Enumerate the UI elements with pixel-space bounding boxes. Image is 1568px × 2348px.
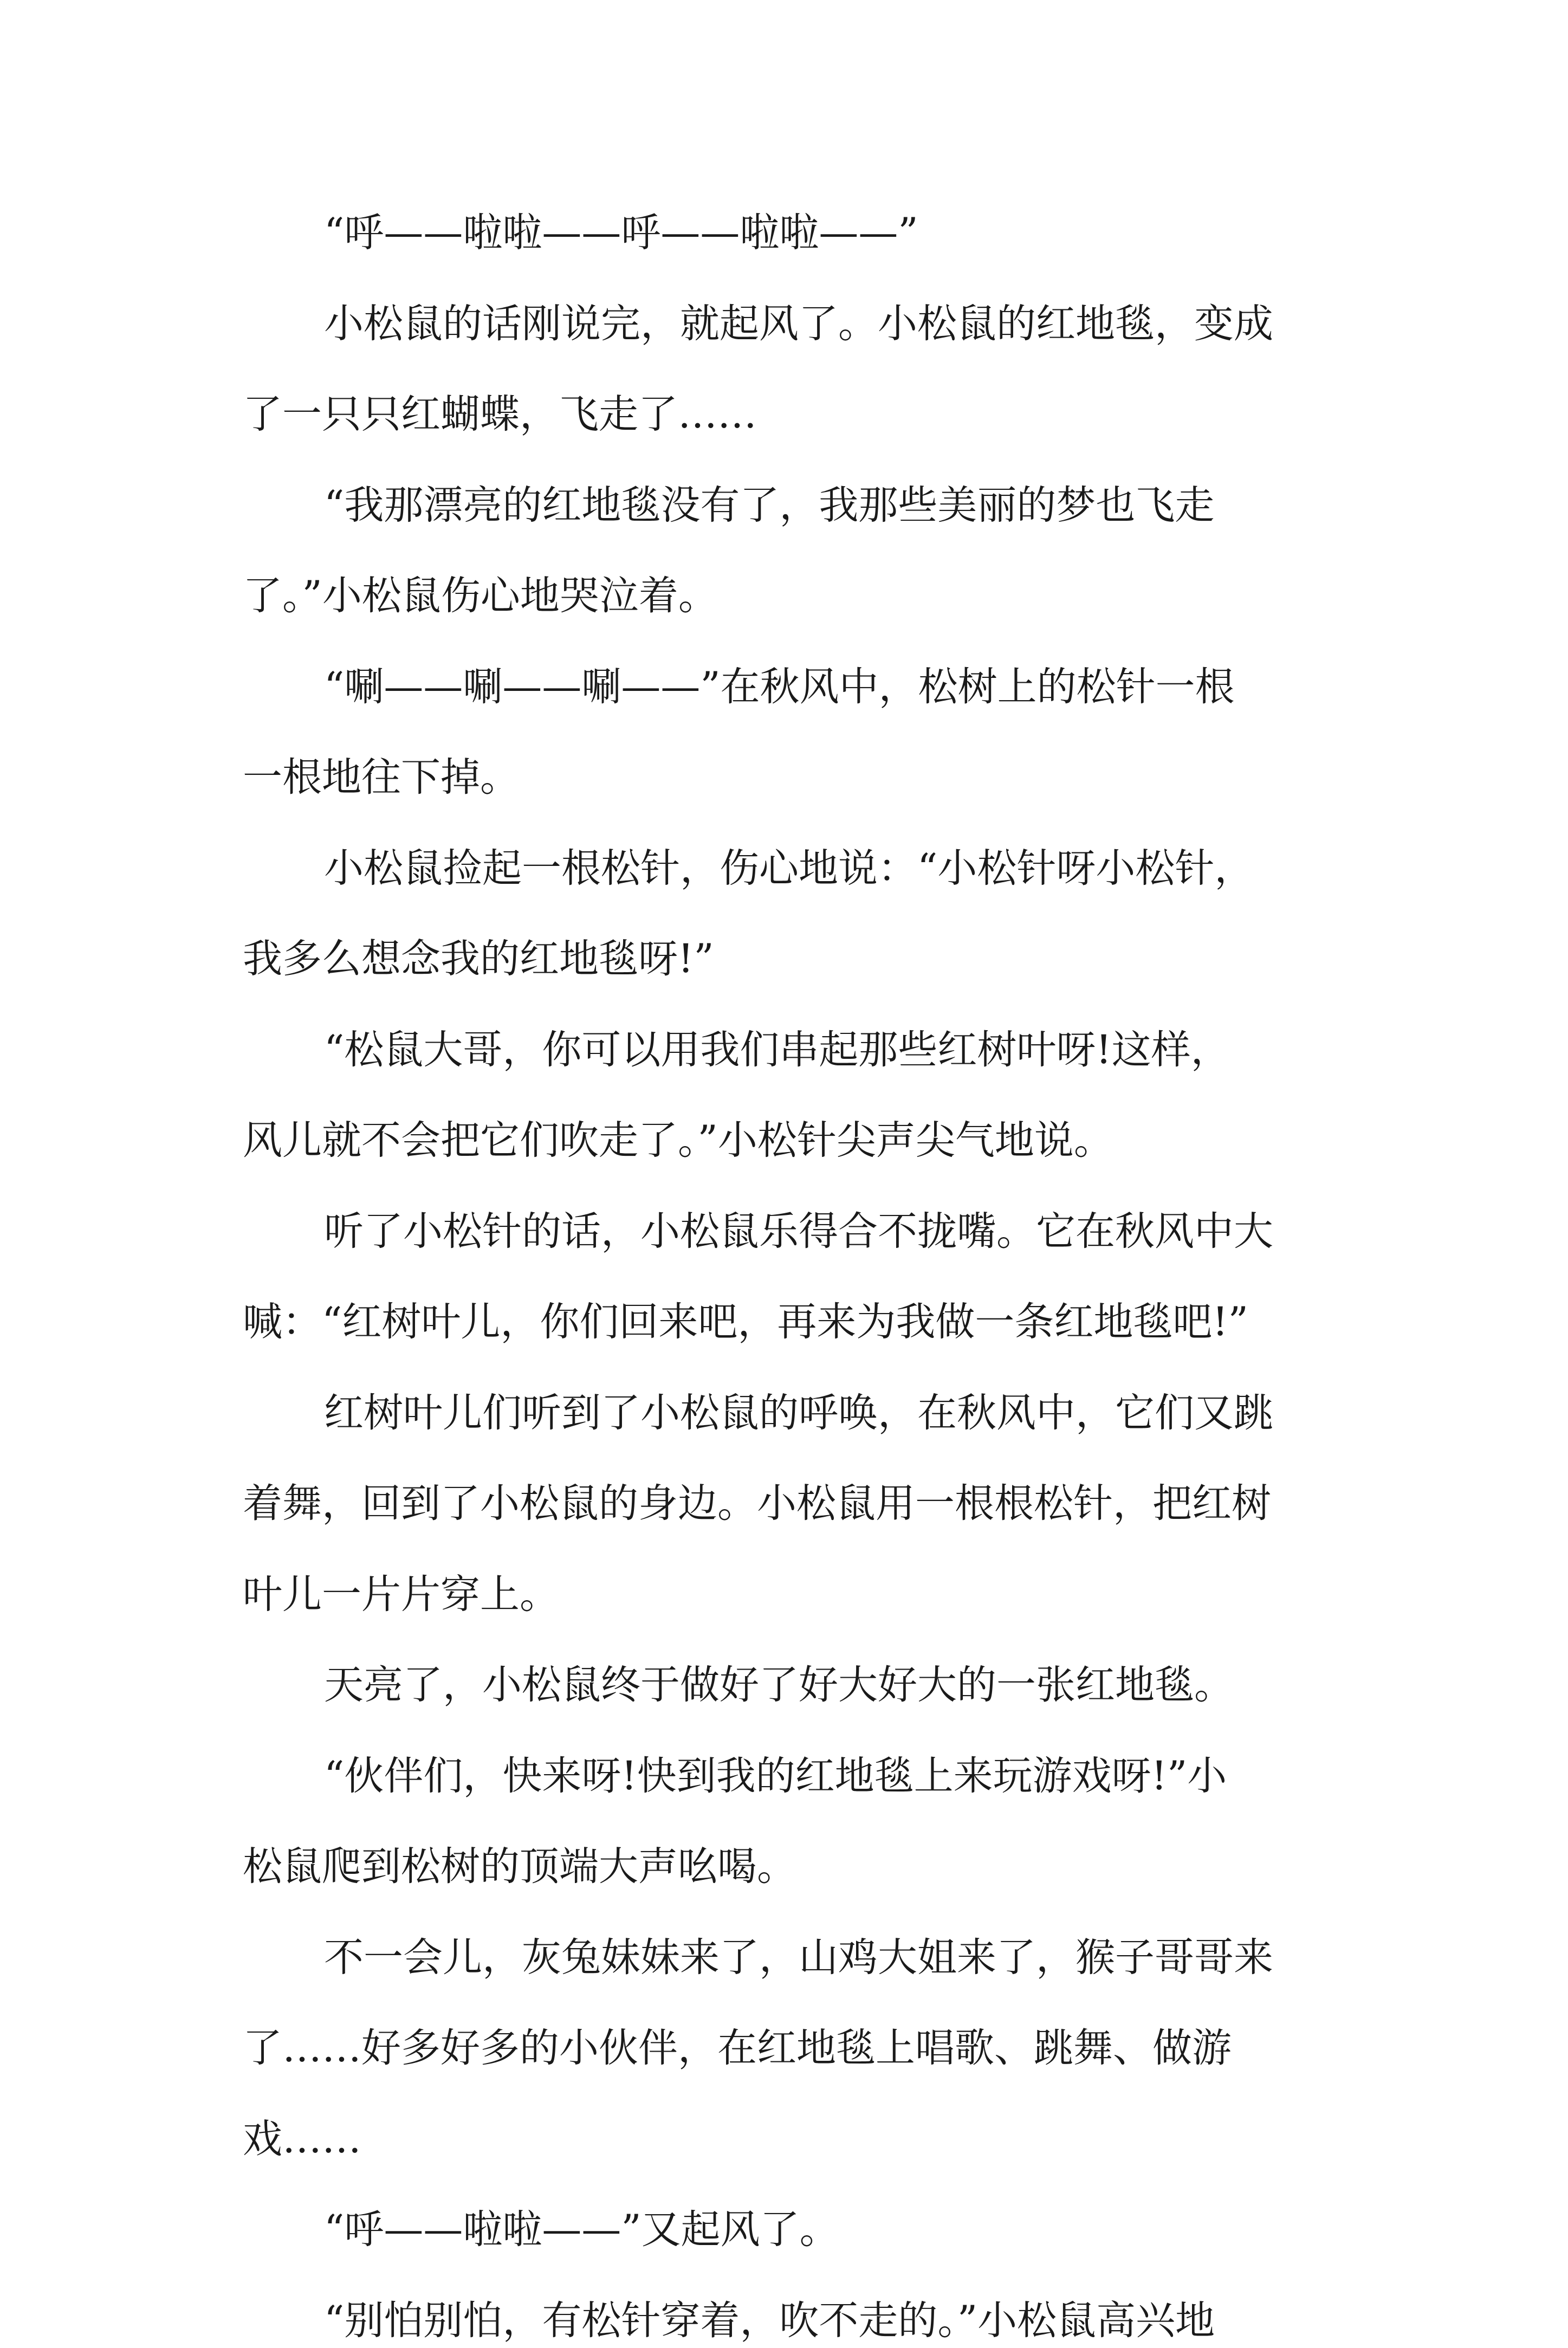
- paragraph-line: 喊：“红树叶儿，你们回来吧，再来为我做一条红地毯吧!”: [243, 1299, 1248, 1345]
- paragraph-line: “伙伴们，快来呀!快到我的红地毯上来玩游戏呀!”小: [324, 1753, 1227, 1799]
- paragraph-line: “呼——啦啦——呼——啦啦——”: [324, 210, 918, 256]
- paragraph-line: “松鼠大哥，你可以用我们串起那些红树叶呀!这样，: [324, 1027, 1230, 1073]
- paragraph-line: “我那漂亮的红地毯没有了，我那些美丽的梦也飞走: [324, 482, 1215, 528]
- paragraph-line: “呼——啦啦——”又起风了。: [324, 2207, 839, 2253]
- paragraph-line: 小松鼠的话刚说完，就起风了。小松鼠的红地毯，变成: [324, 301, 1273, 347]
- paragraph-line: 红树叶儿们听到了小松鼠的呼唤，在秋风中，它们又跳: [324, 1390, 1273, 1436]
- paragraph-line: 一根地往下掉。: [243, 754, 520, 800]
- paragraph-line: “唰——唰——唰——”在秋风中，松树上的松针一根: [324, 664, 1235, 710]
- paragraph-line: 着舞，回到了小松鼠的身边。小松鼠用一根根松针，把红树: [243, 1480, 1271, 1526]
- paragraph-line: 戏……: [243, 2116, 361, 2162]
- paragraph-line: “别怕别怕，有松针穿着，吹不走的。”小松鼠高兴地: [324, 2298, 1215, 2344]
- paragraph-line: 听了小松针的话，小松鼠乐得合不拢嘴。它在秋风中大: [324, 1208, 1273, 1254]
- paragraph-line: 了……好多好多的小伙伴，在红地毯上唱歌、跳舞、做游: [243, 2025, 1232, 2071]
- paragraph-line: 风儿就不会把它们吹走了。”小松针尖声尖气地说。: [243, 1117, 1113, 1163]
- paragraph-line: 了一只只红蝴蝶，飞走了……: [243, 391, 757, 437]
- paragraph-line: 小松鼠捡起一根松针，伤心地说：“小松针呀小松针，: [324, 845, 1254, 891]
- paragraph-line: 我多么想念我的红地毯呀!”: [243, 936, 714, 982]
- paragraph-line: 天亮了，小松鼠终于做好了好大好大的一张红地毯。: [324, 1662, 1234, 1708]
- paragraph-line: 松鼠爬到松树的顶端大声吆喝。: [243, 1844, 796, 1890]
- paragraph-line: 不一会儿，灰兔妹妹来了，山鸡大姐来了，猴子哥哥来: [324, 1935, 1273, 1981]
- paragraph-line: 叶儿一片片穿上。: [243, 1571, 559, 1618]
- paragraph-line: 了。”小松鼠伤心地哭泣着。: [243, 573, 718, 619]
